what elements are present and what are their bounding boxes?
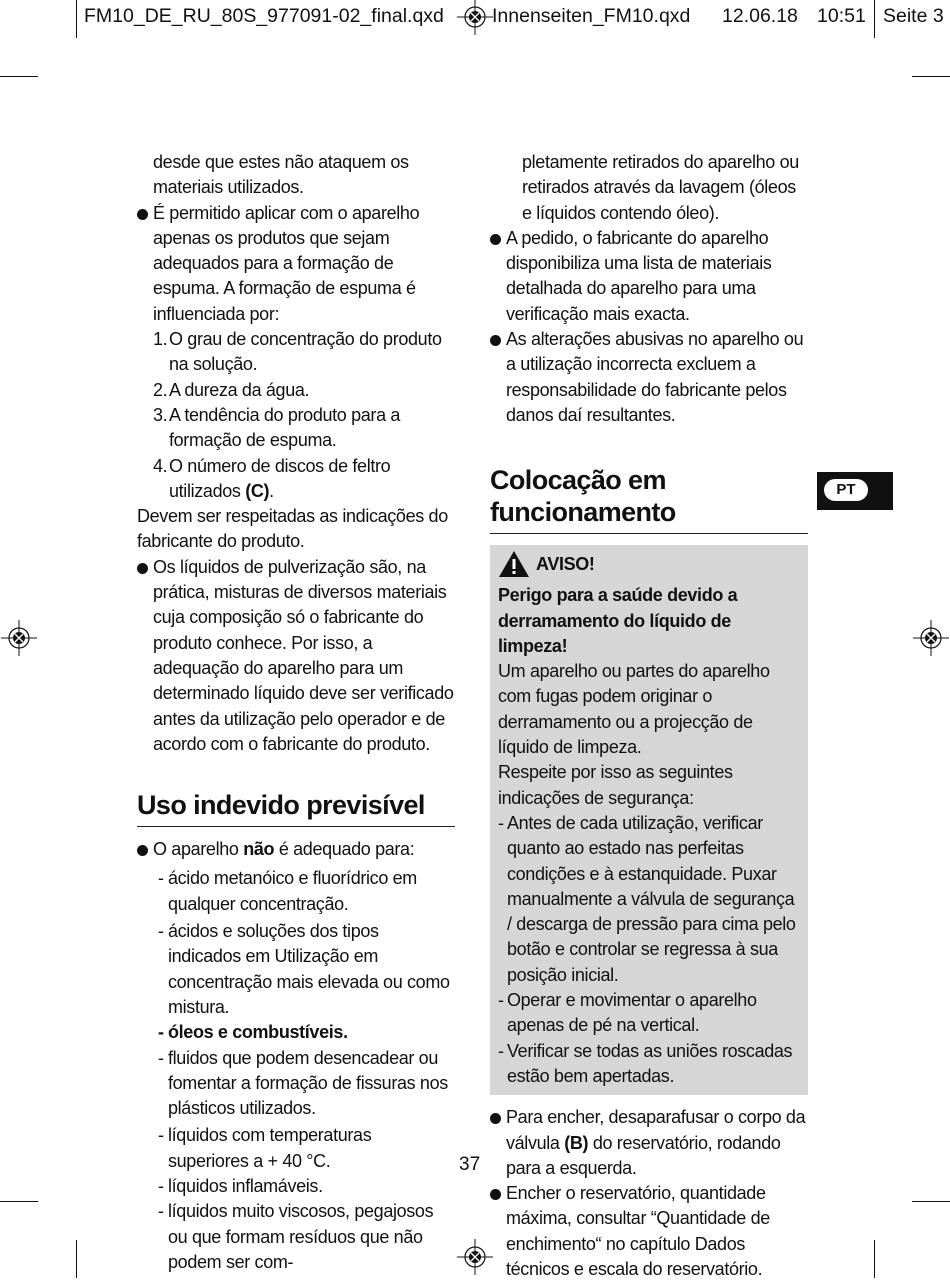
crop-mark [912, 1201, 950, 1202]
bullet-item: Para encher, desaparafusar o corpo da válvula (B) do reservatório, rodando para a esquerda. [490, 1105, 808, 1181]
crop-mark [874, 1240, 875, 1278]
crop-mark [0, 1201, 38, 1202]
numbered-item: 1. O grau de concentração do produto na solução. [153, 329, 442, 375]
bullet-item: As alterações abusivas no aparelho ou a utilização incorrecta excluem a responsabilidade do fabricante pelos danos daí resultantes. [490, 327, 808, 428]
bullet-item: A pedido, o fabricante do aparelho disponibiliza uma lista de materiais detalhada do aparelho para uma verificação mais exacta. [490, 226, 808, 327]
section-heading: Uso indevido previsível [137, 789, 455, 827]
numbered-item: 2. A dureza da água. [153, 379, 310, 400]
left-column [137, 150, 455, 1275]
warning-title: Perigo para a saúde devido a derramamento do líquido de limpeza! [498, 585, 738, 656]
section-heading: Colocação em funcionamento [490, 464, 808, 534]
registration-mark-icon [457, 0, 493, 35]
list-item: - fluidos que podem desencadear ou fomentar a formação de fissuras nos plásticos utilizados. [158, 1047, 448, 1119]
list-item: - ácido metanóico e fluorídrico em qualquer concentração. [158, 868, 417, 914]
list-item: - líquidos muito viscosos, pegajosos ou que formam resíduos que não podem ser com- [158, 1201, 434, 1272]
warning-label: AVISO! [536, 553, 595, 574]
bullet-item: É permitido aplicar com o aparelho apenas os produtos que sejam adequados para a formação de espuma. A formação de espuma é influenciada por: [137, 201, 455, 327]
warning-item: - Verificar se todas as uniões roscadas estão bem apertadas. [498, 1040, 793, 1086]
bullet-item: Encher o reservatório, quantidade máxima, consultar “Quantidade de enchimento“ no capítulo Dados técnicos e escala do reservatório. [490, 1181, 808, 1282]
warning-box [490, 545, 808, 1095]
bullet-item: Os líquidos de pulverização são, na prática, misturas de diversos materiais cuja composição só o fabricante do produto conhece. Por isso, a adequação do aparelho para um determinado líquido deve ser verificado antes da utilização pelo operador e de acordo com o fabricante do produto. [137, 555, 455, 757]
header-file: FM10_DE_RU_80S_977091-02_final.qxd [84, 5, 444, 27]
list-item: - líquidos inflamáveis. [158, 1175, 323, 1196]
paragraph: Devem ser respeitadas as indicações do fabricante do produto. [137, 506, 448, 552]
warning-item: - Operar e movimentar o aparelho apenas de pé na vertical. [498, 990, 757, 1036]
warning-header [498, 549, 802, 579]
registration-mark-icon [1, 620, 37, 656]
registration-mark-icon [457, 1239, 493, 1275]
list-item: - líquidos com temperaturas superiores a + 40 °C. [158, 1125, 372, 1171]
warning-item: - Antes de cada utilização, verificar quanto ao estado nas perfeitas condições e à estanquidade. Puxar manualmente a válvula de segurança / descarga de pressão para cima pelo botão e controlar se regressa à sua posição inicial. [498, 812, 796, 985]
warning-text: Um aparelho ou partes do aparelho com fugas podem originar o derramamento ou a projecção de líquido de limpeza. [498, 661, 770, 758]
crop-mark [76, 1240, 77, 1278]
header-time: 10:51 [817, 5, 866, 27]
numbered-item: 3. A tendência do produto para a formação de espuma. [153, 404, 401, 451]
paragraph: desde que estes não ataquem os materiais utilizados. [153, 152, 409, 198]
header-file-2: Innenseiten_FM10.qxd [492, 5, 691, 27]
page-number: 37 [459, 1154, 481, 1175]
header-page: Seite 3 [883, 5, 944, 27]
warning-triangle-icon [498, 550, 530, 578]
language-tab-label: PT [824, 479, 868, 501]
header-date: 12.06.18 [722, 5, 798, 27]
registration-mark-icon [913, 620, 949, 656]
crop-mark [0, 76, 38, 77]
warning-text: Respeite por isso as seguintes indicações de segurança: [498, 762, 733, 808]
crop-mark [76, 0, 77, 38]
paragraph: pletamente retirados do aparelho ou retirados através da lavagem (óleos e líquidos contendo óleo). [522, 152, 799, 223]
right-column [490, 150, 808, 1282]
crop-mark [912, 76, 950, 77]
bullet-item: O aparelho não é adequado para: [137, 837, 455, 862]
crop-mark [874, 0, 875, 38]
numbered-item: 4. O número de discos de feltro utilizados (C). [153, 455, 391, 501]
list-item: - ácidos e soluções dos tipos indicados em Utilização em concentração mais elevada ou como mistura. [158, 921, 450, 1017]
list-item: - óleos e combustíveis. [158, 1022, 348, 1043]
